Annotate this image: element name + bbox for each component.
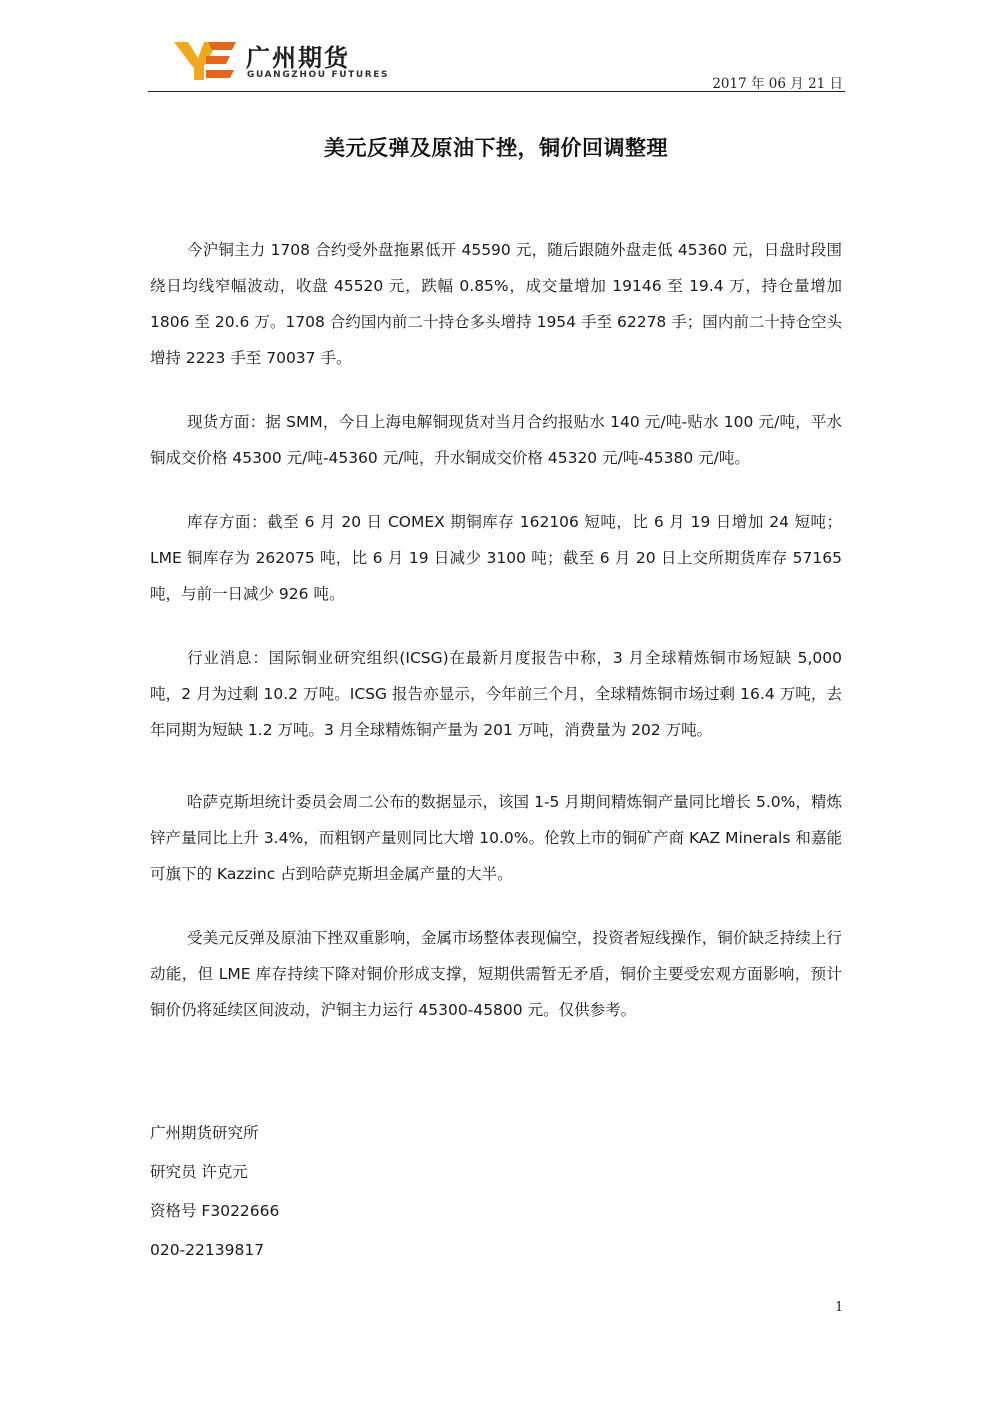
logo-mark-icon [174, 40, 238, 82]
report-title: 美元反弹及原油下挫，铜价回调整理 [324, 136, 668, 160]
paragraph-spot: 现货方面：据 SMM，今日上海电解铜现货对当月合约报贴水 140 元/吨-贴水 100 元/吨，平水铜成交价格 45300 元/吨-45360 元/吨，升水铜成交价格 45320 元/吨-45380 元/吨。 [150, 413, 842, 467]
paragraph-market-summary: 今沪铜主力 1708 合约受外盘拖累低开 45590 元，随后跟随外盘走低 45360 元，日盘时段围绕日均线窄幅波动，收盘 45520 元，跌幅 0.85%，成交量增加 19146 至 19.4 万，持仓量增加 1806 至 20.6 万。1708 合约国内前二十持仓多头增持 1954 手至 62278 手；国内前二十持仓空头增持 2223 手至 70037 手。 [150, 241, 842, 367]
paragraph-inventory: 库存方面：截至 6 月 20 日 COMEX 期铜库存 162106 短吨，比 6 月 19 日增加 24 短吨；LME 铜库存为 262075 吨，比 6 月 19 日减少 3100 吨；截至 6 月 20 日上交所期货库存 57165 吨，与前一日减少 926 吨。 [150, 513, 842, 603]
signature-license: 资格号 F3022666 [150, 1202, 280, 1220]
logo-english-name: GUANGZHOU FUTURES [247, 70, 390, 80]
company-logo [174, 38, 390, 84]
page-number: 1 [835, 1300, 844, 1315]
paragraph-outlook: 受美元反弹及原油下挫双重影响，金属市场整体表现偏空，投资者短线操作，铜价缺乏持续上行动能，但 LME 库存持续下降对铜价形成支撑，短期供需暂无矛盾，铜价主要受宏观方面影响，预计铜价仍将延续区间波动，沪铜主力运行 45300-45800 元。仅供参考。 [150, 929, 842, 1019]
signature-researcher: 研究员 许克元 [150, 1163, 248, 1181]
page-header [148, 36, 845, 94]
paragraph-kazakhstan: 哈萨克斯坦统计委员会周二公布的数据显示，该国 1-5 月期间精炼铜产量同比增长 5.0%，精炼锌产量同比上升 3.4%，而粗钢产量则同比大增 10.0%。伦敦上市的铜矿产商 KAZ Minerals 和嘉能可旗下的 Kazzinc 占到哈萨克斯坦金属产量的大半。 [150, 793, 842, 883]
signature-org: 广州期货研究所 [150, 1124, 259, 1142]
logo-chinese-name: 广州期货 [246, 44, 350, 72]
report-date: 2017 年 06 月 21 日 [712, 76, 843, 92]
report-body [150, 232, 842, 1056]
signature-block [150, 1114, 550, 1270]
header-divider [148, 91, 845, 92]
paragraph-industry-news: 行业消息：国际铜业研究组织(ICSG)在最新月度报告中称，3 月全球精炼铜市场短缺 5,000 吨，2 月为过剩 10.2 万吨。ICSG 报告亦显示，今年前三个月，全球精炼铜市场过剩 16.4 万吨，去年同期为短缺 1.2 万吨。3 月全球精炼铜产量为 201 万吨，消费量为 202 万吨。 [150, 649, 842, 739]
signature-phone: 020-22139817 [150, 1241, 265, 1259]
